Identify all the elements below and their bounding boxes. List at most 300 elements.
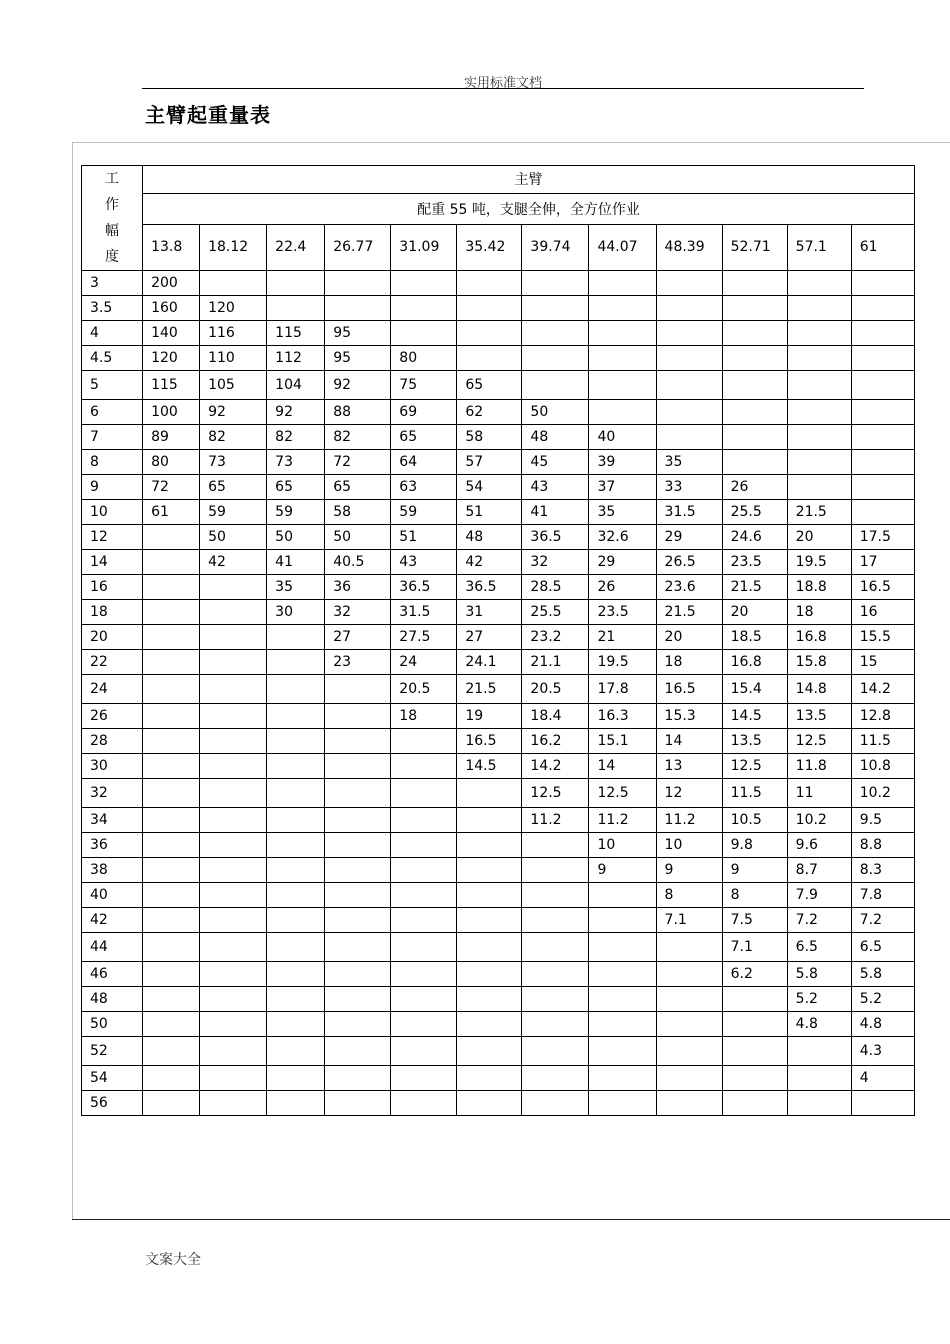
capacity-cell [722, 1037, 787, 1066]
capacity-cell [200, 754, 267, 779]
capacity-cell: 8.7 [787, 858, 851, 883]
capacity-cell [722, 1066, 787, 1091]
radius-cell: 22 [82, 650, 143, 675]
capacity-cell: 16.5 [656, 675, 722, 704]
capacity-cell: 41 [267, 550, 325, 575]
capacity-cell [457, 808, 522, 833]
capacity-cell [325, 808, 391, 833]
capacity-cell: 72 [325, 450, 391, 475]
radius-cell: 48 [82, 987, 143, 1012]
capacity-cell [722, 1091, 787, 1116]
capacity-cell [787, 296, 851, 321]
capacity-cell: 17 [851, 550, 914, 575]
capacity-cell [851, 296, 914, 321]
capacity-cell [656, 1091, 722, 1116]
capacity-cell [787, 425, 851, 450]
capacity-cell [787, 1037, 851, 1066]
capacity-cell [143, 575, 200, 600]
capacity-cell [589, 371, 656, 400]
capacity-cell [200, 729, 267, 754]
capacity-cell [589, 321, 656, 346]
capacity-cell: 25.5 [522, 600, 589, 625]
capacity-cell [589, 883, 656, 908]
radius-cell: 26 [82, 704, 143, 729]
capacity-cell: 73 [267, 450, 325, 475]
capacity-cell: 200 [143, 271, 200, 296]
radius-cell: 28 [82, 729, 143, 754]
capacity-cell: 18 [656, 650, 722, 675]
table-row [82, 321, 915, 346]
capacity-cell [522, 883, 589, 908]
boom-length-header: 44.07 [589, 224, 656, 270]
capacity-cell: 19.5 [787, 550, 851, 575]
capacity-cell [143, 833, 200, 858]
capacity-cell [851, 346, 914, 371]
capacity-cell: 25.5 [722, 500, 787, 525]
table-row [82, 858, 915, 883]
capacity-cell: 10.2 [851, 779, 914, 808]
table-row [82, 779, 915, 808]
capacity-cell: 115 [143, 371, 200, 400]
table-row [82, 625, 915, 650]
capacity-cell [267, 1066, 325, 1091]
boom-length-header: 18.12 [200, 224, 267, 270]
capacity-cell [200, 600, 267, 625]
capacity-cell [143, 550, 200, 575]
capacity-cell: 82 [267, 425, 325, 450]
radius-cell: 24 [82, 675, 143, 704]
capacity-cell: 12.5 [787, 729, 851, 754]
capacity-cell: 15.1 [589, 729, 656, 754]
capacity-cell: 14 [656, 729, 722, 754]
corner-char: 度 [105, 249, 120, 265]
radius-cell: 4.5 [82, 346, 143, 371]
capacity-cell [325, 729, 391, 754]
boom-header: 主臂 [143, 166, 915, 194]
capacity-cell: 27 [325, 625, 391, 650]
radius-cell: 14 [82, 550, 143, 575]
table-row [82, 1012, 915, 1037]
capacity-cell [787, 1091, 851, 1116]
capacity-cell: 11.5 [722, 779, 787, 808]
table-row [82, 575, 915, 600]
capacity-cell [325, 1066, 391, 1091]
capacity-cell: 80 [143, 450, 200, 475]
capacity-cell [589, 987, 656, 1012]
capacity-cell [722, 296, 787, 321]
radius-cell: 16 [82, 575, 143, 600]
capacity-cell [457, 346, 522, 371]
capacity-cell [391, 754, 457, 779]
capacity-cell [589, 271, 656, 296]
capacity-cell [457, 1066, 522, 1091]
capacity-cell [522, 1091, 589, 1116]
corner-char: 工 [105, 171, 120, 187]
frame-top-border [72, 142, 950, 143]
radius-cell: 54 [82, 1066, 143, 1091]
capacity-cell: 42 [457, 550, 522, 575]
capacity-cell [143, 1066, 200, 1091]
radius-cell: 9 [82, 475, 143, 500]
radius-cell: 44 [82, 933, 143, 962]
capacity-cell [457, 908, 522, 933]
capacity-cell: 9 [722, 858, 787, 883]
capacity-cell [325, 858, 391, 883]
capacity-cell [787, 450, 851, 475]
capacity-cell: 11.5 [851, 729, 914, 754]
capacity-cell: 95 [325, 346, 391, 371]
capacity-cell [143, 1012, 200, 1037]
capacity-cell: 29 [589, 550, 656, 575]
capacity-cell [200, 271, 267, 296]
load-chart-table [81, 165, 915, 1116]
capacity-cell: 23.5 [589, 600, 656, 625]
capacity-cell [143, 704, 200, 729]
radius-cell: 30 [82, 754, 143, 779]
capacity-cell: 62 [457, 400, 522, 425]
capacity-cell: 105 [200, 371, 267, 400]
capacity-cell: 61 [143, 500, 200, 525]
capacity-cell [851, 271, 914, 296]
capacity-cell: 112 [267, 346, 325, 371]
radius-cell: 34 [82, 808, 143, 833]
capacity-cell [325, 987, 391, 1012]
capacity-cell: 12.8 [851, 704, 914, 729]
capacity-cell [267, 962, 325, 987]
capacity-cell [325, 933, 391, 962]
capacity-cell: 21.1 [522, 650, 589, 675]
capacity-cell: 36 [325, 575, 391, 600]
capacity-cell: 104 [267, 371, 325, 400]
capacity-cell [267, 729, 325, 754]
radius-cell: 36 [82, 833, 143, 858]
capacity-cell: 35 [656, 450, 722, 475]
capacity-cell [143, 525, 200, 550]
capacity-cell: 32 [325, 600, 391, 625]
boom-length-header: 39.74 [522, 224, 589, 270]
capacity-cell: 13.5 [787, 704, 851, 729]
capacity-cell: 32.6 [589, 525, 656, 550]
capacity-cell: 120 [200, 296, 267, 321]
capacity-cell: 15.8 [787, 650, 851, 675]
corner-char: 幅 [105, 223, 120, 239]
capacity-cell: 11.8 [787, 754, 851, 779]
capacity-cell: 13 [656, 754, 722, 779]
capacity-cell [722, 371, 787, 400]
capacity-cell [851, 450, 914, 475]
capacity-cell: 75 [391, 371, 457, 400]
capacity-cell [656, 296, 722, 321]
capacity-cell [522, 1066, 589, 1091]
capacity-cell: 4.3 [851, 1037, 914, 1066]
capacity-cell [267, 779, 325, 808]
capacity-cell: 26 [589, 575, 656, 600]
capacity-cell [787, 475, 851, 500]
boom-length-header: 61 [851, 224, 914, 270]
capacity-cell: 69 [391, 400, 457, 425]
capacity-cell [143, 962, 200, 987]
capacity-cell: 115 [267, 321, 325, 346]
capacity-cell [267, 1037, 325, 1066]
capacity-cell [391, 1012, 457, 1037]
capacity-cell: 65 [200, 475, 267, 500]
capacity-cell: 120 [143, 346, 200, 371]
capacity-cell: 89 [143, 425, 200, 450]
radius-cell: 52 [82, 1037, 143, 1066]
capacity-cell [143, 933, 200, 962]
capacity-cell [589, 400, 656, 425]
capacity-cell: 13.5 [722, 729, 787, 754]
capacity-cell [589, 1066, 656, 1091]
capacity-cell [143, 600, 200, 625]
capacity-cell [325, 675, 391, 704]
capacity-cell: 18.4 [522, 704, 589, 729]
capacity-cell [143, 625, 200, 650]
radius-cell: 46 [82, 962, 143, 987]
capacity-cell: 50 [267, 525, 325, 550]
capacity-cell: 9.6 [787, 833, 851, 858]
capacity-cell [457, 779, 522, 808]
capacity-cell: 11.2 [589, 808, 656, 833]
capacity-cell [457, 1091, 522, 1116]
capacity-cell: 7.5 [722, 908, 787, 933]
capacity-cell: 63 [391, 475, 457, 500]
capacity-cell [143, 1091, 200, 1116]
capacity-cell: 18 [787, 600, 851, 625]
capacity-cell: 40 [589, 425, 656, 450]
capacity-cell [267, 625, 325, 650]
capacity-cell [391, 883, 457, 908]
capacity-cell [457, 1012, 522, 1037]
page-footer: 文案大全 [145, 1252, 201, 1268]
capacity-cell [143, 987, 200, 1012]
capacity-cell [200, 883, 267, 908]
capacity-cell: 65 [391, 425, 457, 450]
capacity-cell [143, 858, 200, 883]
radius-cell: 42 [82, 908, 143, 933]
radius-cell: 18 [82, 600, 143, 625]
capacity-cell [851, 400, 914, 425]
corner-char: 作 [105, 197, 120, 213]
table-row [82, 500, 915, 525]
capacity-cell [722, 450, 787, 475]
capacity-cell: 7.1 [656, 908, 722, 933]
capacity-cell [589, 296, 656, 321]
radius-column-header [82, 166, 143, 271]
capacity-cell: 65 [267, 475, 325, 500]
capacity-cell [391, 962, 457, 987]
capacity-cell [325, 704, 391, 729]
capacity-cell [143, 808, 200, 833]
capacity-cell [656, 1037, 722, 1066]
capacity-cell [722, 425, 787, 450]
capacity-cell [522, 962, 589, 987]
capacity-cell [143, 650, 200, 675]
capacity-cell [457, 858, 522, 883]
capacity-cell [267, 883, 325, 908]
capacity-cell [325, 962, 391, 987]
capacity-cell: 57 [457, 450, 522, 475]
table-row [82, 550, 915, 575]
capacity-cell [722, 321, 787, 346]
radius-cell: 20 [82, 625, 143, 650]
capacity-cell [267, 1091, 325, 1116]
table-row [82, 296, 915, 321]
capacity-cell: 9 [589, 858, 656, 883]
capacity-cell [391, 1037, 457, 1066]
capacity-cell: 43 [522, 475, 589, 500]
capacity-cell [325, 1012, 391, 1037]
radius-cell: 5 [82, 371, 143, 400]
capacity-cell: 15.3 [656, 704, 722, 729]
capacity-cell [457, 987, 522, 1012]
radius-cell: 3.5 [82, 296, 143, 321]
capacity-cell [457, 271, 522, 296]
capacity-cell [787, 371, 851, 400]
capacity-cell: 9.5 [851, 808, 914, 833]
capacity-cell: 16.3 [589, 704, 656, 729]
capacity-cell [457, 1037, 522, 1066]
capacity-cell [589, 962, 656, 987]
capacity-cell: 14.8 [787, 675, 851, 704]
capacity-cell [656, 987, 722, 1012]
capacity-cell: 23 [325, 650, 391, 675]
capacity-cell: 7.2 [787, 908, 851, 933]
capacity-cell: 160 [143, 296, 200, 321]
table-row [82, 962, 915, 987]
capacity-cell: 58 [457, 425, 522, 450]
document-title: 主臂起重量表 [145, 103, 271, 127]
capacity-cell: 10 [589, 833, 656, 858]
capacity-cell [787, 400, 851, 425]
capacity-cell [457, 296, 522, 321]
capacity-cell: 59 [391, 500, 457, 525]
capacity-cell: 10.8 [851, 754, 914, 779]
capacity-cell [851, 500, 914, 525]
capacity-cell: 16.5 [851, 575, 914, 600]
capacity-cell: 8 [656, 883, 722, 908]
capacity-cell [325, 833, 391, 858]
capacity-cell: 30 [267, 600, 325, 625]
capacity-cell: 6.2 [722, 962, 787, 987]
table-row [82, 371, 915, 400]
capacity-cell [267, 987, 325, 1012]
table-row [82, 987, 915, 1012]
capacity-cell: 8.8 [851, 833, 914, 858]
boom-length-header: 22.4 [267, 224, 325, 270]
capacity-cell: 65 [457, 371, 522, 400]
capacity-cell: 10 [656, 833, 722, 858]
capacity-cell [656, 321, 722, 346]
capacity-cell [143, 908, 200, 933]
capacity-cell [787, 271, 851, 296]
capacity-cell: 23.5 [722, 550, 787, 575]
radius-cell: 8 [82, 450, 143, 475]
capacity-cell [522, 987, 589, 1012]
capacity-cell: 48 [522, 425, 589, 450]
capacity-cell: 36.5 [457, 575, 522, 600]
capacity-cell [589, 1091, 656, 1116]
capacity-cell [200, 1037, 267, 1066]
capacity-cell: 6.5 [787, 933, 851, 962]
capacity-cell: 28.5 [522, 575, 589, 600]
capacity-cell: 23.6 [656, 575, 722, 600]
table-row [82, 525, 915, 550]
capacity-cell [589, 1012, 656, 1037]
capacity-cell: 9.8 [722, 833, 787, 858]
radius-cell: 12 [82, 525, 143, 550]
page-header: 实用标准文档 [463, 76, 542, 91]
capacity-cell [391, 729, 457, 754]
capacity-cell [522, 321, 589, 346]
capacity-cell [200, 704, 267, 729]
capacity-cell [522, 271, 589, 296]
table-row [82, 675, 915, 704]
capacity-cell: 15.4 [722, 675, 787, 704]
capacity-cell [391, 1091, 457, 1116]
capacity-cell: 16.5 [457, 729, 522, 754]
capacity-cell: 48 [457, 525, 522, 550]
capacity-cell: 21.5 [656, 600, 722, 625]
capacity-cell: 27.5 [391, 625, 457, 650]
capacity-cell: 16.8 [722, 650, 787, 675]
capacity-cell: 15 [851, 650, 914, 675]
capacity-cell [391, 908, 457, 933]
capacity-cell: 100 [143, 400, 200, 425]
capacity-cell [143, 729, 200, 754]
capacity-cell [391, 296, 457, 321]
capacity-cell [589, 908, 656, 933]
capacity-cell [656, 371, 722, 400]
capacity-cell: 59 [267, 500, 325, 525]
table-row [82, 271, 915, 296]
capacity-cell [200, 779, 267, 808]
capacity-cell: 36.5 [391, 575, 457, 600]
capacity-cell: 23.2 [522, 625, 589, 650]
capacity-cell [143, 779, 200, 808]
table-row [82, 346, 915, 371]
capacity-cell: 50 [200, 525, 267, 550]
capacity-cell: 50 [325, 525, 391, 550]
capacity-cell [200, 1066, 267, 1091]
capacity-cell [722, 346, 787, 371]
radius-cell: 50 [82, 1012, 143, 1037]
capacity-cell [267, 833, 325, 858]
capacity-cell: 5.8 [851, 962, 914, 987]
table-row [82, 833, 915, 858]
capacity-cell: 14.5 [457, 754, 522, 779]
capacity-cell: 14.5 [722, 704, 787, 729]
capacity-cell [391, 321, 457, 346]
capacity-cell [325, 883, 391, 908]
capacity-cell: 16.8 [787, 625, 851, 650]
capacity-cell [267, 808, 325, 833]
capacity-cell: 92 [325, 371, 391, 400]
capacity-cell [391, 833, 457, 858]
capacity-cell: 42 [200, 550, 267, 575]
boom-length-row [82, 224, 915, 270]
table-row [82, 729, 915, 754]
capacity-cell [787, 321, 851, 346]
capacity-cell: 11.2 [656, 808, 722, 833]
capacity-cell: 8 [722, 883, 787, 908]
capacity-cell: 19.5 [589, 650, 656, 675]
capacity-cell [522, 296, 589, 321]
capacity-cell [267, 933, 325, 962]
boom-length-header: 52.71 [722, 224, 787, 270]
capacity-cell: 26.5 [656, 550, 722, 575]
capacity-cell: 43 [391, 550, 457, 575]
